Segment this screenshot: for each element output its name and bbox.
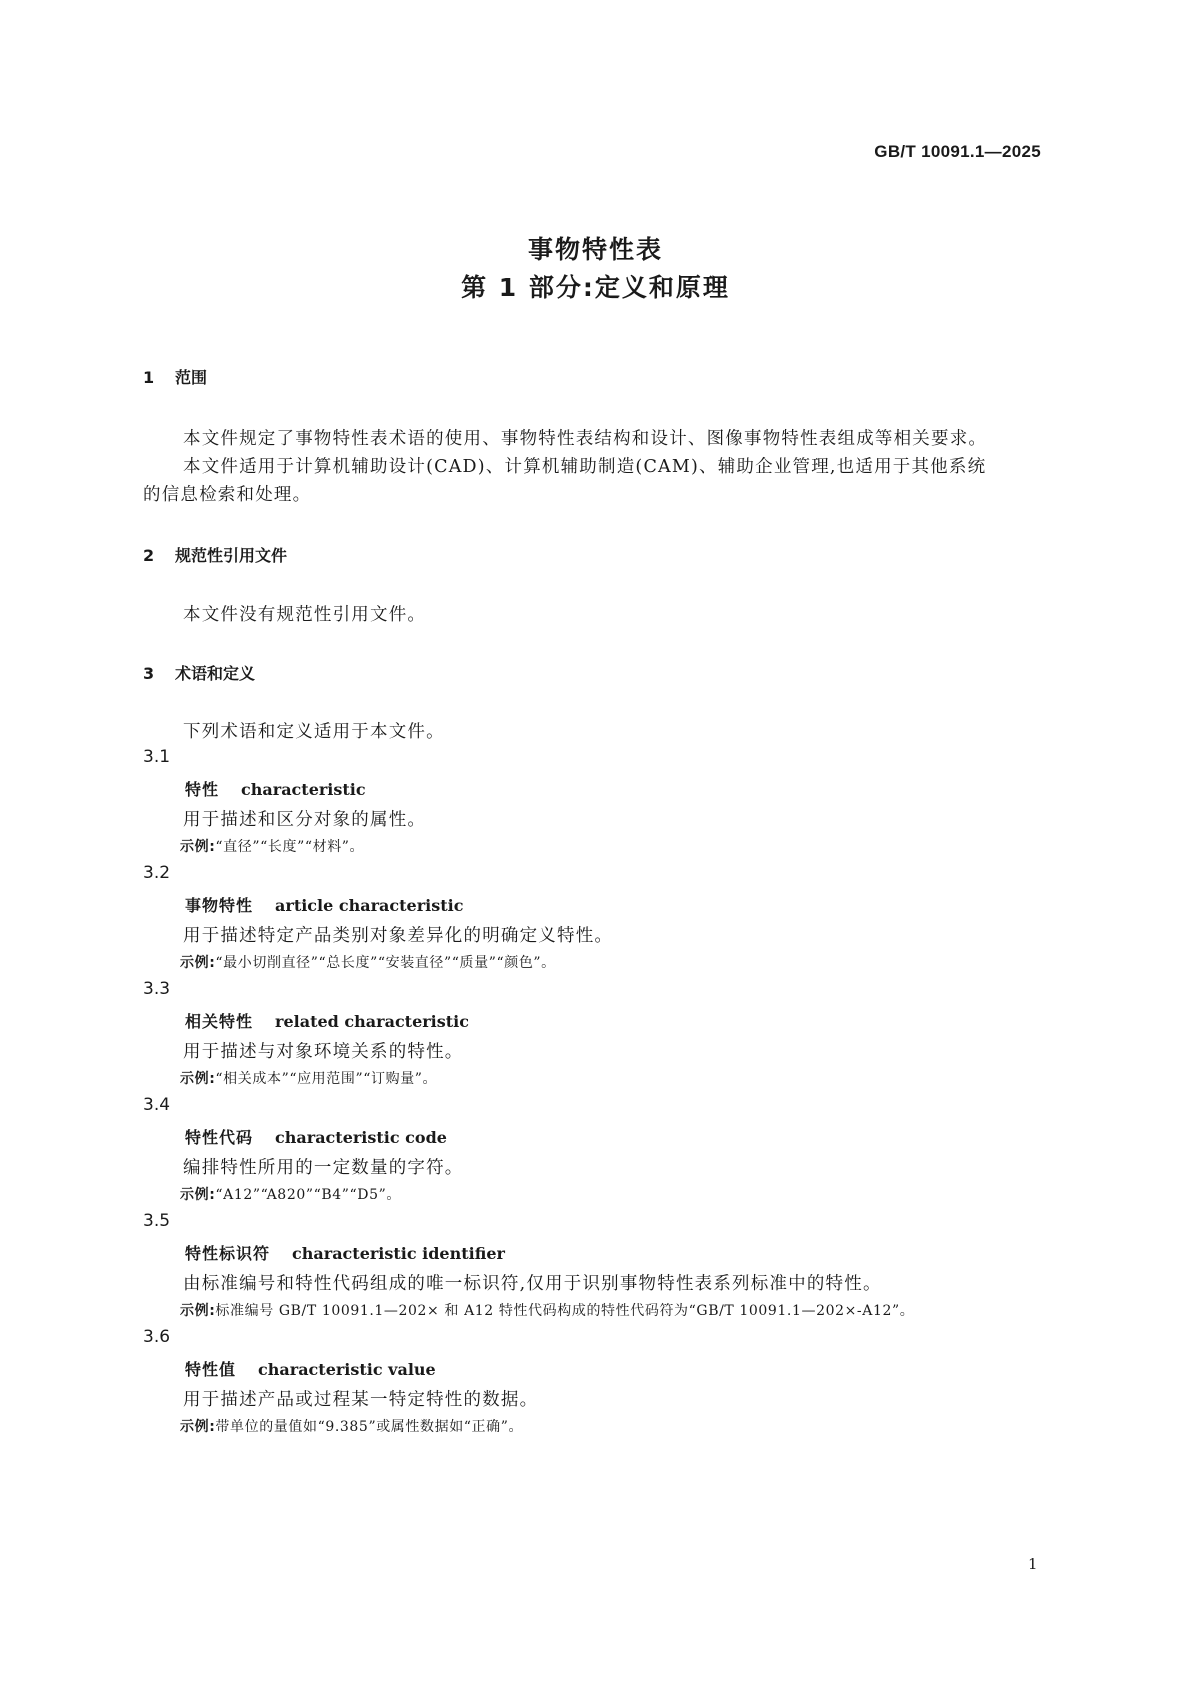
example-label: 示例: xyxy=(180,1187,216,1203)
section-heading-normative xyxy=(143,543,287,566)
example-text: “直径”“长度”“材料”。 xyxy=(215,839,365,855)
term-number: 3.5 xyxy=(143,1211,171,1231)
term-example xyxy=(180,1416,523,1436)
term-english: characteristic value xyxy=(258,1360,436,1379)
term-number: 3.6 xyxy=(143,1327,171,1347)
term-number: 3.3 xyxy=(143,979,171,999)
term-chinese: 特性值 xyxy=(185,1360,237,1379)
term-entry xyxy=(185,1009,469,1032)
document-title: 事物特性表 xyxy=(527,235,663,264)
term-english: characteristic identifier xyxy=(292,1244,505,1263)
term-entry xyxy=(185,1357,436,1380)
term-number: 3.4 xyxy=(143,1095,171,1115)
section-number: 3 xyxy=(143,664,155,683)
term-definition: 编排特性所用的一定数量的字符。 xyxy=(183,1158,464,1178)
example-text: “相关成本”“应用范围”“订购量”。 xyxy=(215,1071,438,1087)
term-number: 3.2 xyxy=(143,863,171,883)
term-entry xyxy=(185,777,366,800)
term-example xyxy=(180,952,556,972)
term-entry xyxy=(185,1241,505,1264)
term-english: characteristic xyxy=(241,780,366,799)
term-example xyxy=(180,1300,914,1320)
example-label: 示例: xyxy=(180,1071,216,1087)
section-heading-terms xyxy=(143,661,255,684)
term-chinese: 相关特性 xyxy=(185,1012,254,1031)
section-heading-scope xyxy=(143,365,207,388)
example-label: 示例: xyxy=(180,1303,216,1319)
example-text: “最小切削直径”“总长度”“安装直径”“质量”“颜色”。 xyxy=(215,955,556,971)
example-label: 示例: xyxy=(180,1419,216,1435)
term-example xyxy=(180,836,364,856)
term-definition: 用于描述与对象环境关系的特性。 xyxy=(183,1042,464,1062)
scope-paragraph-1: 本文件规定了事物特性表术语的使用、事物特性表结构和设计、图像事物特性表组成等相关要求。 xyxy=(183,429,988,449)
standard-number: GB/T 10091.1—2025 xyxy=(874,142,1041,161)
normative-paragraph: 本文件没有规范性引用文件。 xyxy=(183,605,427,625)
term-definition: 用于描述和区分对象的属性。 xyxy=(183,810,427,830)
section-number: 1 xyxy=(143,368,155,387)
section-title: 术语和定义 xyxy=(175,664,256,683)
term-example xyxy=(180,1068,437,1088)
term-english: characteristic code xyxy=(275,1128,447,1147)
term-definition: 用于描述特定产品类别对象差异化的明确定义特性。 xyxy=(183,926,614,946)
term-chinese: 特性标识符 xyxy=(185,1244,271,1263)
page-number: 1 xyxy=(1028,1555,1038,1573)
term-example xyxy=(180,1184,401,1204)
section-title: 范围 xyxy=(175,368,208,387)
document-subtitle: 第 1 部分:定义和原理 xyxy=(461,273,730,302)
term-english: article characteristic xyxy=(275,896,464,915)
term-definition: 由标准编号和特性代码组成的唯一标识符,仅用于识别事物特性表系列标准中的特性。 xyxy=(183,1274,882,1294)
term-entry xyxy=(185,1125,447,1148)
term-definition: 用于描述产品或过程某一特定特性的数据。 xyxy=(183,1390,539,1410)
example-label: 示例: xyxy=(180,839,216,855)
section-number: 2 xyxy=(143,546,155,565)
example-text: 带单位的量值如“9.385”或属性数据如“正确”。 xyxy=(215,1419,524,1435)
scope-paragraph-2-line-1: 本文件适用于计算机辅助设计(CAD)、计算机辅助制造(CAM)、辅助企业管理,也适用于其他系统 xyxy=(183,457,987,477)
term-entry xyxy=(185,893,463,916)
example-text: 标准编号 GB/T 10091.1—202× 和 A12 特性代码构成的特性代码符为“GB/T 10091.1—202×-A12”。 xyxy=(215,1303,915,1319)
scope-paragraph-2-line-2: 的信息检索和处理。 xyxy=(143,485,312,505)
terms-intro: 下列术语和定义适用于本文件。 xyxy=(183,722,445,742)
term-chinese: 事物特性 xyxy=(185,896,254,915)
example-label: 示例: xyxy=(180,955,216,971)
term-chinese: 特性 xyxy=(185,780,220,799)
term-number: 3.1 xyxy=(143,747,171,767)
section-title: 规范性引用文件 xyxy=(175,546,288,565)
term-chinese: 特性代码 xyxy=(185,1128,254,1147)
term-english: related characteristic xyxy=(275,1012,469,1031)
example-text: “A12”“A820”“B4”“D5”。 xyxy=(215,1187,401,1203)
